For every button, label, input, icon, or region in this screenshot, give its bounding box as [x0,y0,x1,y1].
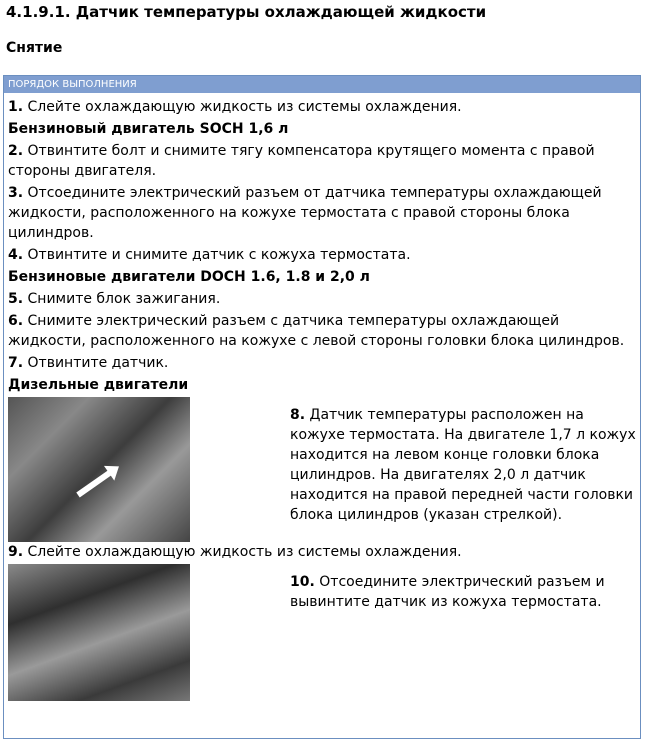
step-8 [290,397,636,540]
step-text: Отвинтите датчик. [27,355,169,371]
step-10-row [8,564,636,701]
step-3 [8,183,636,243]
step-6 [8,311,636,351]
engine-photo-1 [8,397,190,542]
step-text: Слейте охлаждающую жидкость из системы охлаждения. [27,99,462,115]
engine-subheading-doch: Бензиновые двигатели DOCH 1.6, 1.8 и 2,0 л [8,269,370,285]
step-text: Отсоедините электрический разъем и вывинтите датчик из кожуха термостата. [290,574,605,610]
step-number: 6. [8,313,24,329]
step-number: 7. [8,355,24,371]
arrow-icon [76,470,112,498]
step-number: 1. [8,99,24,115]
page-title: 4.1.9.1. Датчик температуры охлаждающей жидкости [6,3,487,21]
step-9 [8,542,636,562]
step-text: Отвинтите и снимите датчик с кожуха термостата. [27,247,411,263]
step-number: 9. [8,544,24,560]
step-8-row [8,397,636,542]
step-number: 2. [8,143,24,159]
step-text: Снимите электрический разъем с датчика температуры охлаждающей жидкости, расположенного на кожухе с левой стороны головки блока цилиндров. [8,313,625,349]
step-number: 3. [8,185,24,201]
step-2 [8,141,636,181]
panel-header: ПОРЯДОК ВЫПОЛНЕНИЯ [4,76,640,93]
step-number: 10. [290,574,315,590]
step-5 [8,289,636,309]
step-text: Датчик температуры расположен на кожухе термостата. На двигателе 1,7 л кожух находится на левом конце головки блока цилиндров. На двигателях 2,0 л датчик находится на правой передней части головки блока цилиндров (указан стрелкой). [290,407,636,523]
step-4 [8,245,636,265]
step-text: Слейте охлаждающую жидкость из системы охлаждения. [27,544,462,560]
step-number: 8. [290,407,306,423]
engine-photo-2 [8,564,190,701]
step-text: Отсоедините электрический разъем от датчика температуры охлаждающей жидкости, расположенного на кожухе термостата с правой стороны блока цилиндров. [8,185,602,241]
step-10 [290,564,636,699]
step-1 [8,97,636,117]
step-text: Снимите блок зажигания. [27,291,221,307]
engine-subheading-soch: Бензиновый двигатель SOCH 1,6 л [8,121,289,137]
step-7 [8,353,636,373]
step-number: 4. [8,247,24,263]
panel-body [4,93,640,701]
step-number: 5. [8,291,24,307]
procedure-panel [3,75,641,739]
step-text: Отвинтите болт и снимите тягу компенсатора крутящего момента с правой стороны двигателя. [8,143,595,179]
section-title: Снятие [6,40,63,56]
engine-subheading-diesel: Дизельные двигатели [8,377,189,393]
